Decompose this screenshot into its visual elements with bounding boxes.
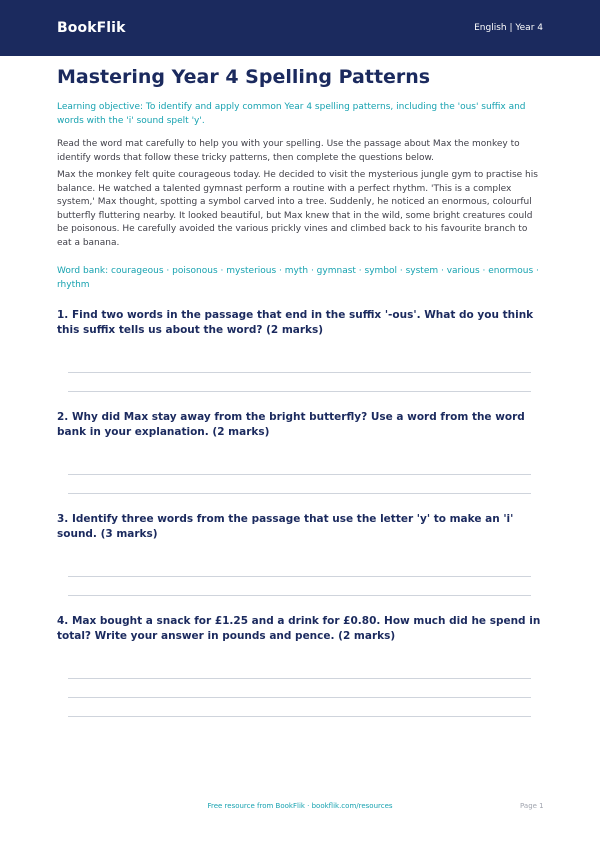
- page-title: Mastering Year 4 Spelling Patterns: [57, 66, 431, 88]
- reading-passage: Max the monkey felt quite courageous today. He decided to visit the mysterious jungle gym to practise his balance. He watched a talented gymnast perform a routine with a perfect rhythm. 'This is a complex system,' Max thought, spotting a symbol carved into a tree. Suddenly, he noticed an enormous, colourful butterfly fluttering nearby. It looked beautiful, but Max knew that in the wild, some bright creatures could be poisonous. He carefully avoided the various prickly vines and climbed back to his favourite branch to eat a banana.: [57, 170, 538, 248]
- question-1: 1. Find two words in the passage that end in the suffix '-ous'. What do you think this suffix tells us about the word? (2 marks): [57, 309, 534, 336]
- brand-logo: BookFlik: [57, 20, 126, 36]
- answer-line[interactable]: [68, 493, 531, 494]
- answer-line[interactable]: [68, 595, 531, 596]
- page-number: Page 1: [520, 802, 544, 810]
- answer-line[interactable]: [68, 716, 531, 717]
- answer-line[interactable]: [68, 391, 531, 392]
- answer-line[interactable]: [68, 474, 531, 475]
- answer-line[interactable]: [68, 372, 531, 373]
- instructions-text: Read the word mat carefully to help you with your spelling. Use the passage about Max the monkey to identify words that follow these tricky patterns, then complete the questions below.: [57, 139, 520, 163]
- question-4: 4. Max bought a snack for £1.25 and a drink for £0.80. How much did he spend in total? Write your answer in pounds and pence. (2 marks): [57, 615, 541, 642]
- answer-line[interactable]: [68, 697, 531, 698]
- page-header: [0, 0, 600, 56]
- learning-objective: Learning objective: To identify and apply common Year 4 spelling patterns, including the 'ous' suffix and words with the 'i' sound spelt 'y'.: [57, 102, 526, 126]
- answer-line[interactable]: [68, 576, 531, 577]
- question-2: 2. Why did Max stay away from the bright butterfly? Use a word from the word bank in your explanation. (2 marks): [57, 411, 525, 438]
- question-3: 3. Identify three words from the passage that use the letter 'y' to make an 'i' sound. (3 marks): [57, 513, 514, 540]
- subject-year-label: English | Year 4: [474, 23, 543, 33]
- answer-line[interactable]: [68, 678, 531, 679]
- footer-credit: Free resource from BookFlik · bookflik.com/resources: [207, 802, 393, 810]
- word-bank: Word bank: courageous · poisonous · mysterious · myth · gymnast · symbol · system · various · enormous · rhythm: [57, 266, 539, 290]
